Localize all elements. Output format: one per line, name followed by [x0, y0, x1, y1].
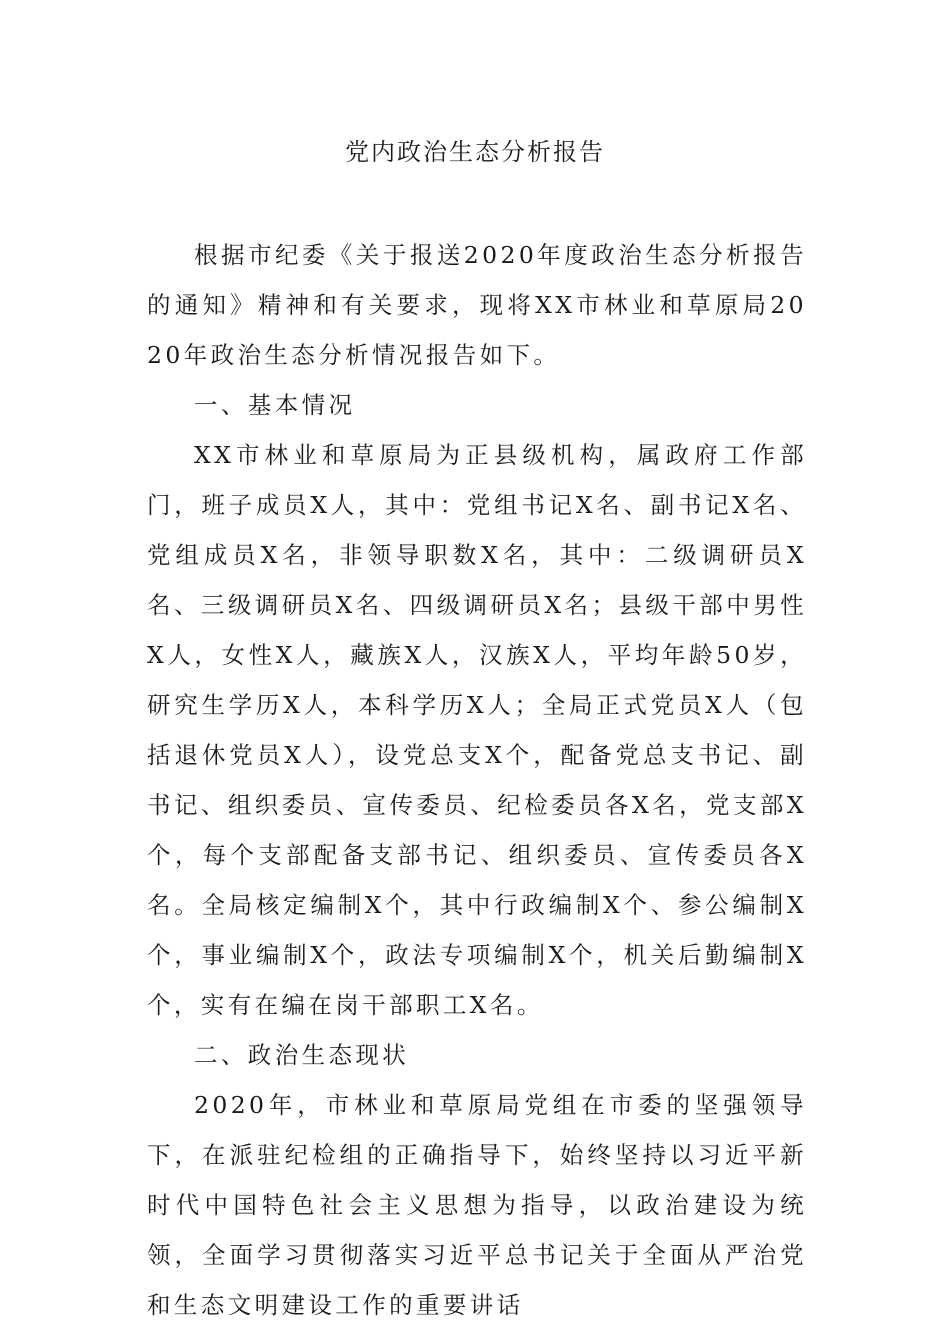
section-heading-basic-situation: 一、基本情况	[194, 391, 356, 419]
paragraph-basic-situation: XX市林业和草原局为正县级机构，属政府工作部门，班子成员X人，其中：党组书记X名、副书记X名、党组成员X名，非领导职数X名，其中：二级调研员X名、三级调研员X名、四级调研员X名；县级干部中男性X人，女性X人，藏族X人，汉族X人，平均年龄50岁，研究生学历X人，本科学历X人；全局正式党员X人（包括退休党员X人），设党总支X个，配备党总支书记、副书记、组织委员、宣传委员、纪检委员各X名，党支部X个，每个支部配备支部书记、组织委员、宣传委员各X名。全局核定编制X个，其中行政编制X个、参公编制X个，事业编制X个，政法专项编制X个，机关后勤编制X个，实有在编在岗干部职工X名。	[147, 441, 807, 1019]
document-title: 党内政治生态分析报告	[345, 138, 605, 166]
paragraph-intro: 根据市纪委《关于报送2020年度政治生态分析报告的通知》精神和有关要求，现将XX市林业和草原局2020年政治生态分析情况报告如下。	[147, 241, 807, 369]
document-body	[147, 230, 807, 1330]
section-heading-political-ecology: 二、政治生态现状	[194, 1041, 410, 1069]
paragraph-political-ecology: 2020年，市林业和草原局党组在市委的坚强领导下，在派驻纪检组的正确指导下，始终坚持以习近平新时代中国特色社会主义思想为指导，以政治建设为统领，全面学习贯彻落实习近平总书记关于全面从严治党和生态文明建设工作的重要讲话	[147, 1091, 807, 1319]
